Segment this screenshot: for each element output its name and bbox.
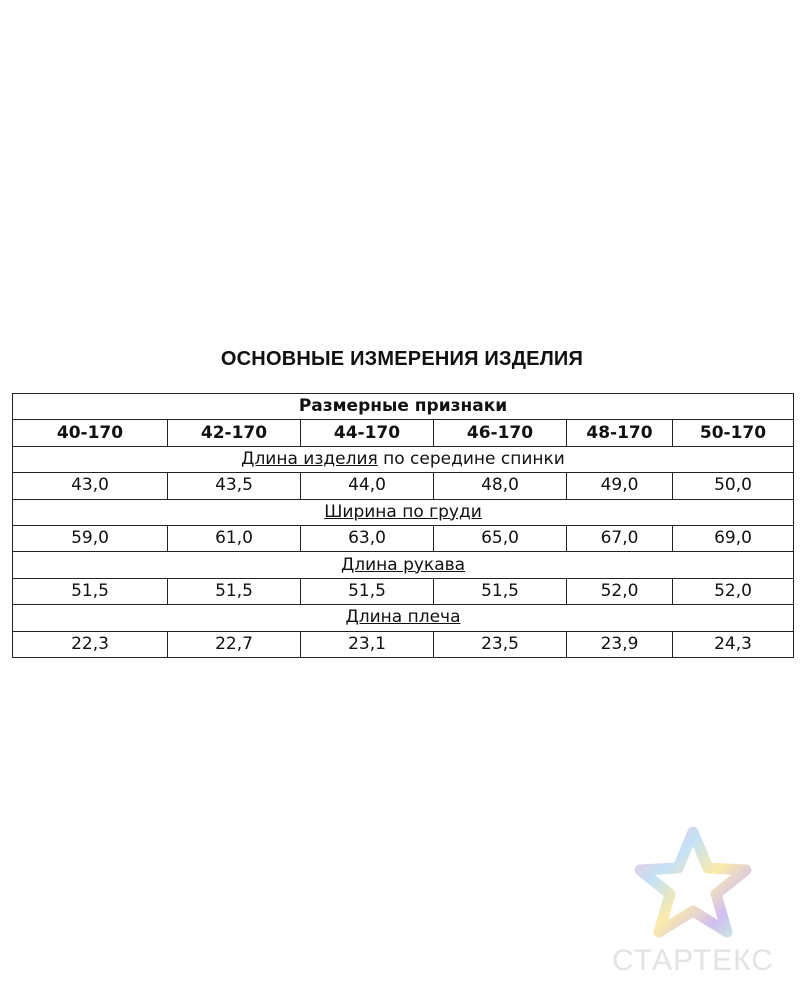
table-row bbox=[13, 578, 794, 604]
value-cell: 23,5 bbox=[434, 631, 567, 657]
table-row bbox=[13, 473, 794, 499]
size-table bbox=[12, 393, 794, 658]
value-cell: 23,9 bbox=[567, 631, 673, 657]
watermark-logo bbox=[598, 822, 788, 992]
value-cell: 49,0 bbox=[567, 473, 673, 499]
value-cell: 69,0 bbox=[673, 525, 794, 551]
measurement-label bbox=[13, 499, 794, 525]
value-cell: 48,0 bbox=[434, 473, 567, 499]
value-cell: 51,5 bbox=[301, 578, 434, 604]
value-cell: 51,5 bbox=[434, 578, 567, 604]
size-row bbox=[13, 420, 794, 446]
measurement-label bbox=[13, 446, 794, 472]
table-header: Размерные признаки bbox=[13, 394, 794, 420]
value-cell: 22,3 bbox=[13, 631, 168, 657]
value-cell: 51,5 bbox=[168, 578, 301, 604]
measurement-label-main: Длина плеча bbox=[345, 607, 461, 628]
table-row bbox=[13, 525, 794, 551]
size-cell: 50-170 bbox=[673, 420, 794, 446]
measurement-label-rest: по середине спинки bbox=[377, 448, 565, 469]
measurement-label bbox=[13, 552, 794, 578]
page-title: ОСНОВНЫЕ ИЗМЕРЕНИЯ ИЗДЕЛИЯ bbox=[220, 348, 584, 370]
size-cell: 40-170 bbox=[13, 420, 168, 446]
measurement-label-main: Длина изделия bbox=[241, 448, 378, 469]
value-cell: 59,0 bbox=[13, 525, 168, 551]
size-cell: 44-170 bbox=[301, 420, 434, 446]
watermark-text: СТАРТЕКС bbox=[612, 944, 774, 977]
value-cell: 63,0 bbox=[301, 525, 434, 551]
size-cell: 42-170 bbox=[168, 420, 301, 446]
size-cell: 48-170 bbox=[567, 420, 673, 446]
value-cell: 22,7 bbox=[168, 631, 301, 657]
measurement-label bbox=[13, 605, 794, 631]
value-cell: 67,0 bbox=[567, 525, 673, 551]
value-cell: 52,0 bbox=[673, 578, 794, 604]
size-cell: 46-170 bbox=[434, 420, 567, 446]
value-cell: 23,1 bbox=[301, 631, 434, 657]
value-cell: 50,0 bbox=[673, 473, 794, 499]
value-cell: 61,0 bbox=[168, 525, 301, 551]
measurement-label-main: Длина рукава bbox=[340, 554, 466, 575]
value-cell: 52,0 bbox=[567, 578, 673, 604]
value-cell: 44,0 bbox=[301, 473, 434, 499]
table-row bbox=[13, 631, 794, 657]
value-cell: 43,0 bbox=[13, 473, 168, 499]
value-cell: 65,0 bbox=[434, 525, 567, 551]
value-cell: 43,5 bbox=[168, 473, 301, 499]
measurement-label-main: Ширина по груди bbox=[324, 501, 482, 522]
star-icon bbox=[598, 822, 788, 952]
value-cell: 24,3 bbox=[673, 631, 794, 657]
value-cell: 51,5 bbox=[13, 578, 168, 604]
